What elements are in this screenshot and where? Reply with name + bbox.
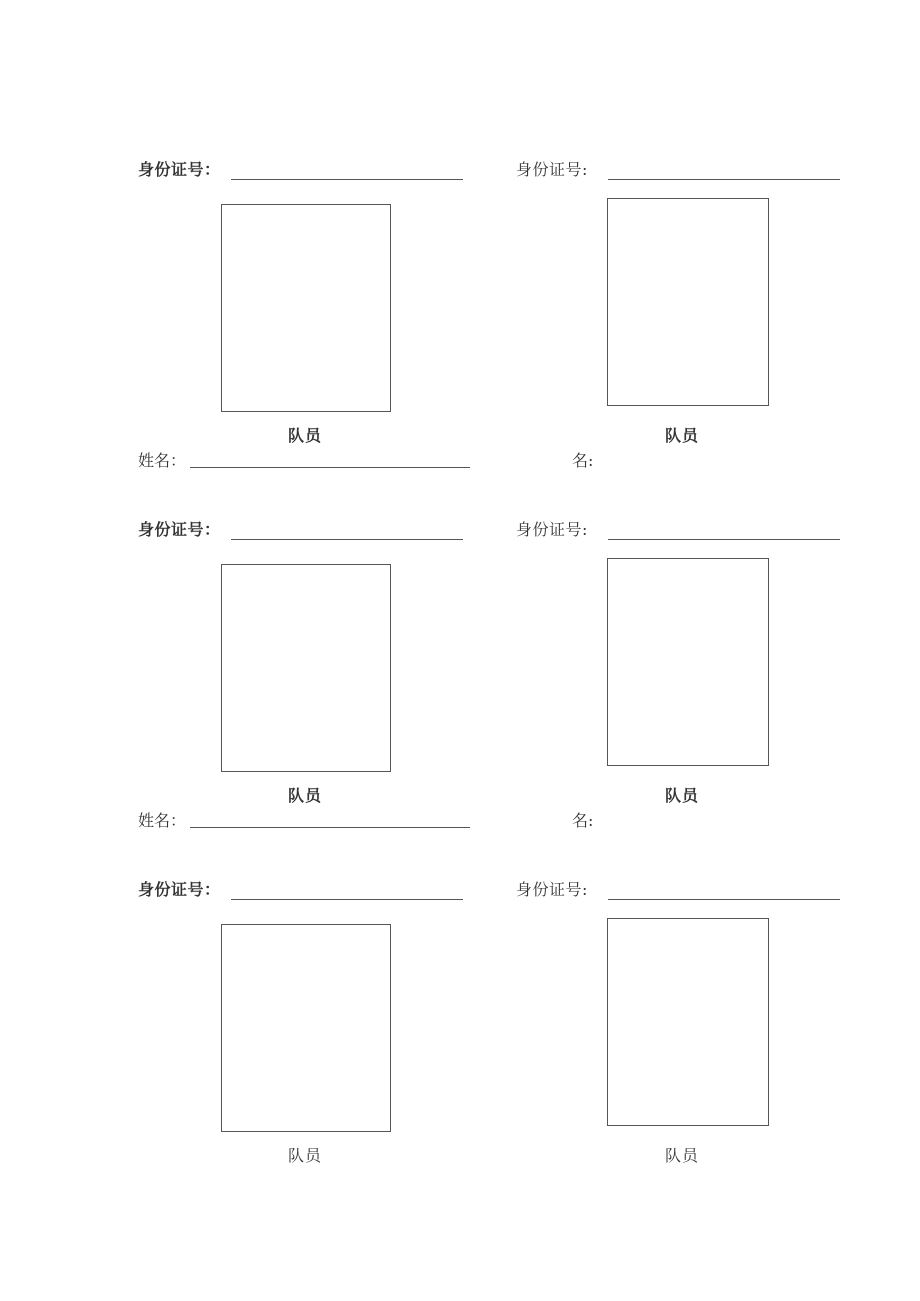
member-label: 队员 — [288, 786, 323, 805]
id-number-label: 身份证号： — [138, 160, 221, 179]
name-label: 名: — [572, 451, 594, 470]
photo-box — [221, 924, 391, 1132]
id-number-field[interactable] — [608, 539, 840, 540]
id-number-field[interactable] — [231, 899, 463, 900]
name-field[interactable] — [190, 827, 470, 828]
member-label: 队员 — [665, 426, 700, 445]
member-card-1 — [138, 160, 498, 480]
name-field[interactable] — [190, 467, 470, 468]
member-card-6 — [516, 880, 876, 1200]
member-label: 队员 — [288, 1146, 323, 1165]
id-number-field[interactable] — [608, 899, 840, 900]
id-number-label: 身份证号： — [138, 520, 221, 539]
member-card-4 — [516, 520, 876, 840]
id-number-field[interactable] — [231, 179, 463, 180]
id-number-label: 身份证号: — [516, 160, 588, 179]
member-label: 队员 — [288, 426, 323, 445]
member-label: 队员 — [665, 1146, 700, 1165]
id-number-field[interactable] — [608, 179, 840, 180]
name-label: 名: — [572, 811, 594, 830]
member-label: 队员 — [665, 786, 700, 805]
name-label: 姓名： — [138, 811, 187, 830]
id-number-label: 身份证号: — [516, 520, 588, 539]
name-label: 姓名： — [138, 451, 187, 470]
id-number-label: 身份证号： — [138, 880, 221, 899]
photo-box — [607, 558, 769, 766]
id-number-field[interactable] — [231, 539, 463, 540]
photo-box — [221, 204, 391, 412]
member-card-5 — [138, 880, 498, 1200]
photo-box — [221, 564, 391, 772]
photo-box — [607, 918, 769, 1126]
member-card-2 — [516, 160, 876, 480]
member-card-3 — [138, 520, 498, 840]
id-number-label: 身份证号: — [516, 880, 588, 899]
photo-box — [607, 198, 769, 406]
